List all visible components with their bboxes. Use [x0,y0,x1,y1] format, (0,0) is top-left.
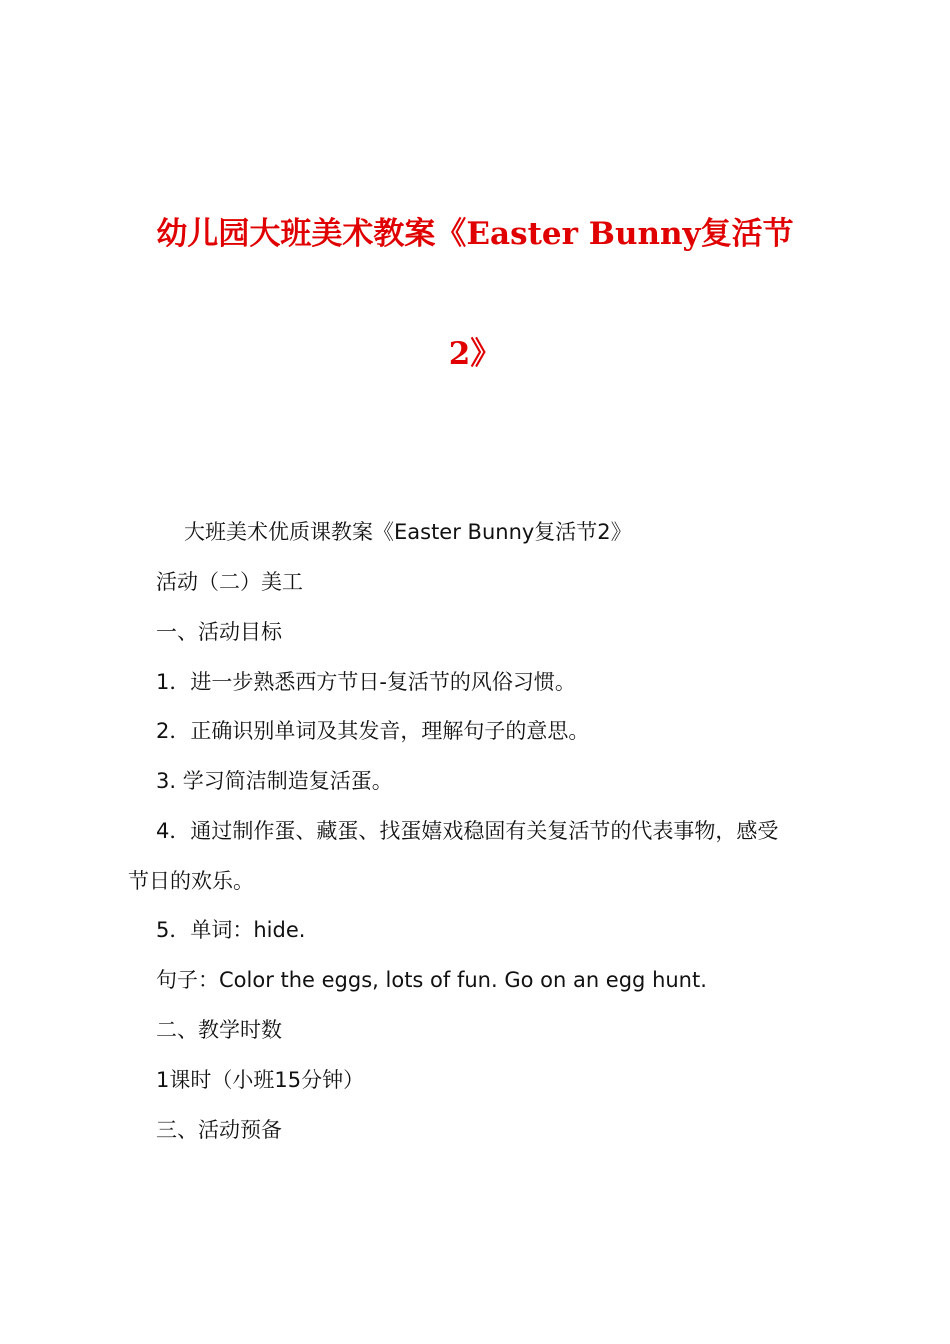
paragraph-section-preparation: 三、活动预备 [156,1118,282,1142]
paragraph-goal-4: 4．通过制作蛋、藏蛋、找蛋嬉戏稳固有关复活节的代表事物，感受 [156,819,779,843]
paragraph-goal-3: 3. 学习简洁制造复活蛋。 [156,769,393,793]
paragraph-activity-heading: 活动（二）美工 [156,570,303,594]
paragraph-goal-1: 1．进一步熟悉西方节日-复活节的风俗习惯。 [156,670,576,694]
paragraph-goal-4-continued: 节日的欢乐。 [128,869,254,893]
paragraph-sentences: 句子：Color the eggs, lots of fun. Go on an egg hunt. [156,968,707,992]
paragraph-hours-detail: 1课时（小班15分钟） [156,1068,365,1092]
document-title-line-1: 幼儿园大班美术教案《Easter Bunny复活节 [156,216,794,252]
paragraph-goal-5-words: 5．单词：hide. [156,918,306,942]
paragraph-section-hours: 二、教学时数 [156,1018,282,1042]
paragraph-section-goals: 一、活动目标 [156,620,282,644]
document-title-line-2: 2》 [448,336,502,372]
paragraph-subtitle: 大班美术优质课教案《Easter Bunny复活节2》 [184,520,632,544]
paragraph-goal-2: 2．正确识别单词及其发音，理解句子的意思。 [156,719,590,743]
